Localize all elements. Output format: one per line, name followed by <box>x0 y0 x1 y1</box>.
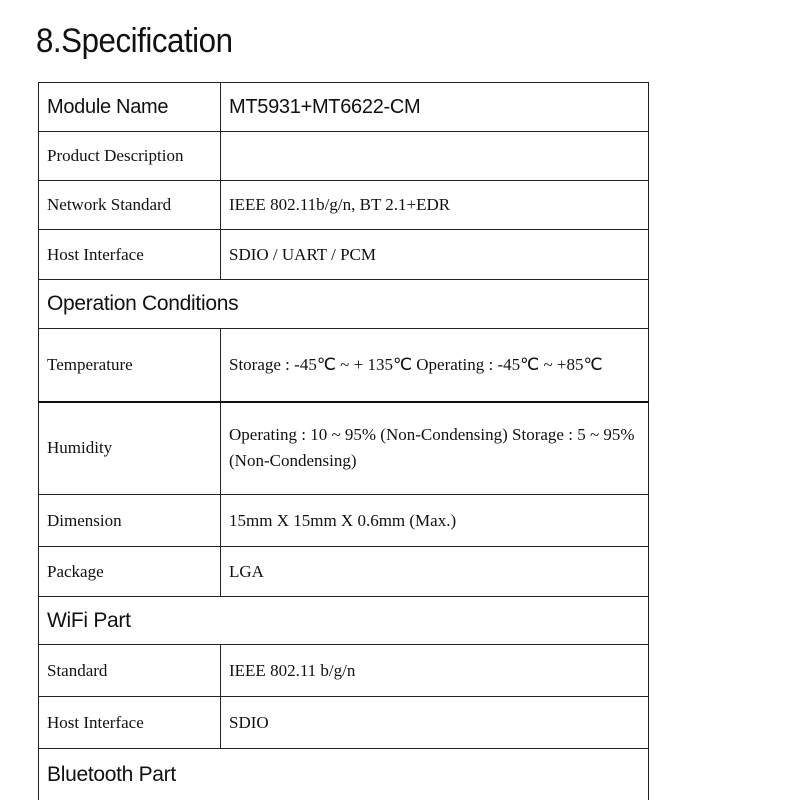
row-value: MT5931+MT6622-CM <box>221 83 649 132</box>
row-value: Storage : -45℃ ~ + 135℃ Operating : -45℃ ~ +85℃ <box>221 329 649 402</box>
row-value: 15mm X 15mm X 0.6mm (Max.) <box>221 495 649 547</box>
row-value: IEEE 802.11b/g/n, BT 2.1+EDR <box>221 181 649 230</box>
section-row-operation-conditions <box>39 280 649 329</box>
table-row-module-name <box>39 83 649 132</box>
table-row-dimension <box>39 495 649 547</box>
row-value: SDIO <box>221 697 649 749</box>
row-label: Host Interface <box>39 697 221 749</box>
section-row-wifi-part <box>39 597 649 645</box>
row-label: Network Standard <box>39 181 221 230</box>
row-label: Temperature <box>39 329 221 402</box>
table-row-wifi-host-interface <box>39 697 649 749</box>
section-heading: Bluetooth Part <box>39 749 649 800</box>
table-row-standard <box>39 645 649 697</box>
row-label: Humidity <box>39 402 221 495</box>
table-row-package <box>39 547 649 597</box>
page-title: 8.Specification <box>36 22 233 60</box>
row-value: Operating : 10 ~ 95% (Non-Condensing) Storage : 5 ~ 95% (Non-Condensing) <box>221 402 649 495</box>
section-row-bluetooth-part <box>39 749 649 800</box>
row-value: SDIO / UART / PCM <box>221 230 649 280</box>
table-row-humidity <box>39 402 649 495</box>
row-label: Package <box>39 547 221 597</box>
row-value <box>221 132 649 181</box>
row-label: Product Description <box>39 132 221 181</box>
table-row-product-description <box>39 132 649 181</box>
table-row-temperature <box>39 329 649 402</box>
row-label: Module Name <box>39 83 221 132</box>
table-row-network-standard <box>39 181 649 230</box>
row-label: Host Interface <box>39 230 221 280</box>
section-heading: WiFi Part <box>39 597 649 645</box>
row-value: LGA <box>221 547 649 597</box>
table-row-host-interface <box>39 230 649 280</box>
specification-table <box>38 82 649 800</box>
row-label: Dimension <box>39 495 221 547</box>
section-heading: Operation Conditions <box>39 280 649 329</box>
row-value: IEEE 802.11 b/g/n <box>221 645 649 697</box>
row-label: Standard <box>39 645 221 697</box>
